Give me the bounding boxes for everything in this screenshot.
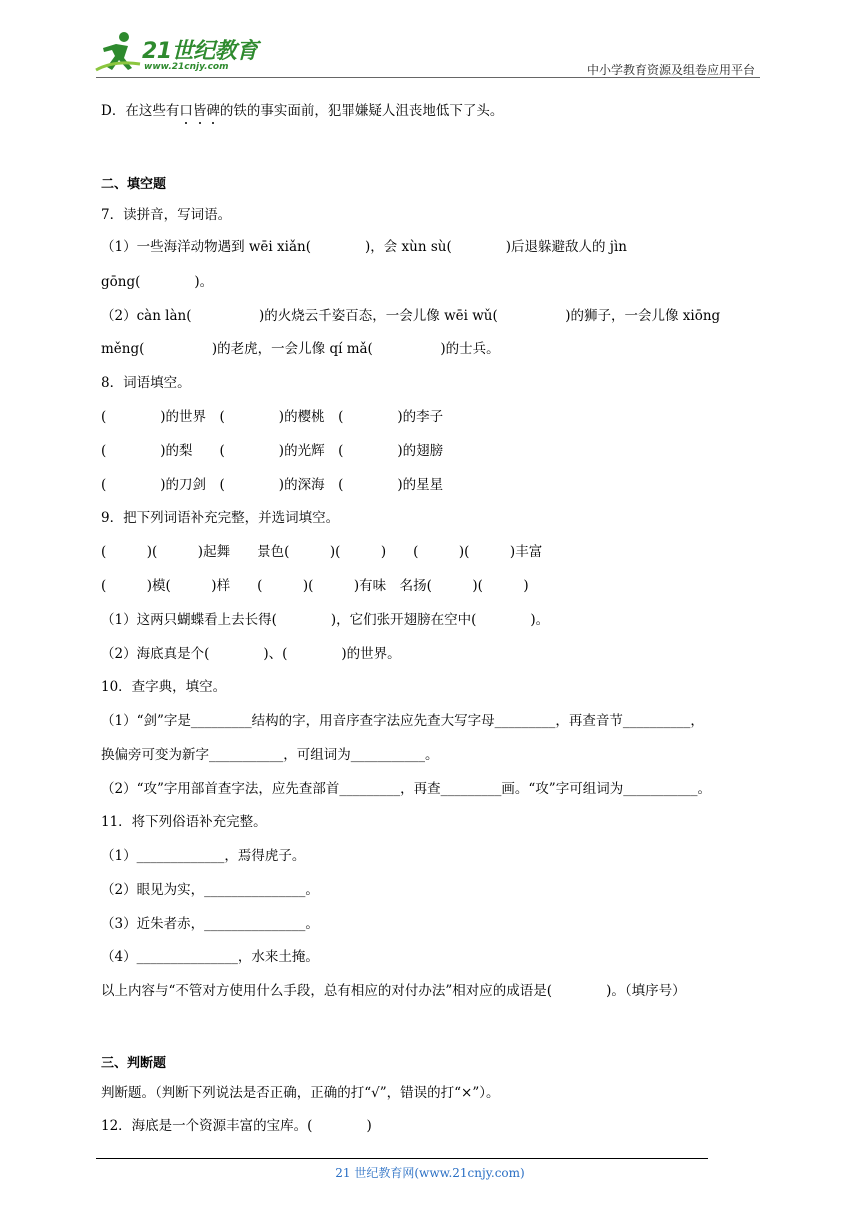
text-line: 换偏旁可变为新字___________，可组词为___________。: [101, 747, 439, 763]
text-line: ( )的世界 ( )的樱桃 ( )的李子: [101, 409, 444, 425]
page-header: [0, 0, 860, 80]
text-line: 判断题。（判断下列说法是否正确，正确的打“√”，错误的打“×”）。: [101, 1085, 500, 1101]
platform-name: 中小学教育资源及组卷应用平台: [586, 63, 755, 77]
text-line: （1）“剑”字是_________结构的字，用音序查字法应先查大写字母_________，再查音节__________，: [101, 713, 704, 729]
text-line: 8．词语填空。: [101, 375, 191, 391]
text-line: （2）“攻”字用部首查字法，应先查部首_________，再查_________画。“攻”字可组词为___________。: [101, 781, 711, 797]
section-heading: 二、填空题: [101, 177, 167, 192]
logo: [94, 30, 264, 76]
text-line: 7．读拼音，写词语。: [101, 207, 232, 223]
emphasis-char: 口: [179, 99, 193, 119]
section-heading: 三、判断题: [101, 1056, 167, 1071]
logo-text: 21世纪教育: [142, 39, 258, 64]
text-line: （2）眼见为实，_______________。: [101, 882, 319, 898]
header-divider: [96, 77, 760, 78]
text-line: ( )( )起舞 景色( )( ) ( )( )丰富: [101, 544, 543, 560]
text-line: （2）海底真是个( )、( )的世界。: [101, 646, 401, 662]
emphasis-char: 碑: [206, 99, 220, 119]
text-line: 12．海底是一个资源丰富的宝库。( ): [101, 1118, 372, 1134]
logo-url: www.21cnjy.com: [144, 62, 229, 72]
text-line: měng( )的老虎，一会儿像 qí mǎ( )的士兵。: [101, 341, 500, 357]
footer-divider: [96, 1158, 708, 1159]
text-line: （2）càn làn( )的火烧云千姿百态，一会儿像 wēi wǔ( )的狮子，一会儿像 xiōng: [101, 308, 721, 324]
runner-logo-icon: [94, 30, 142, 76]
text-line: （3）近朱者赤，_______________。: [101, 916, 319, 932]
emphasis-char: 皆: [193, 99, 207, 119]
text-line: （1）_____________，焉得虎子。: [101, 848, 306, 864]
text-line: （1）这两只蝴蝶看上去长得( )，它们张开翅膀在空中( )。: [101, 612, 550, 628]
text-line: （4）_______________，水来土掩。: [101, 949, 319, 965]
footer-text: 21 世纪教育网(www.21cnjy.com): [335, 1166, 525, 1180]
text-line: D．在这些有口皆碑的铁的事实面前，犯罪嫌疑人沮丧地低下了头。: [101, 99, 503, 119]
text-line: 11．将下列俗语补充完整。: [101, 814, 267, 830]
text-line: ( )的梨 ( )的光辉 ( )的翅膀: [101, 443, 444, 459]
text-line: （1）一些海洋动物遇到 wēi xiǎn( )，会 xùn sù( )后退躲避敌人的 jìn: [101, 239, 627, 255]
text-line: ( )模( )样 ( )( )有味 名扬( )( ): [101, 578, 529, 594]
text-line: gōng( )。: [101, 274, 214, 290]
text-line: 10．查字典，填空。: [101, 679, 227, 695]
text-line: 9．把下列词语补充完整，并选词填空。: [101, 510, 340, 526]
text-line: ( )的刀剑 ( )的深海 ( )的星星: [101, 477, 444, 493]
text-line: 以上内容与“不管对方使用什么手段，总有相应的对付办法”相对应的成语是( )。（填序号）: [101, 983, 686, 999]
